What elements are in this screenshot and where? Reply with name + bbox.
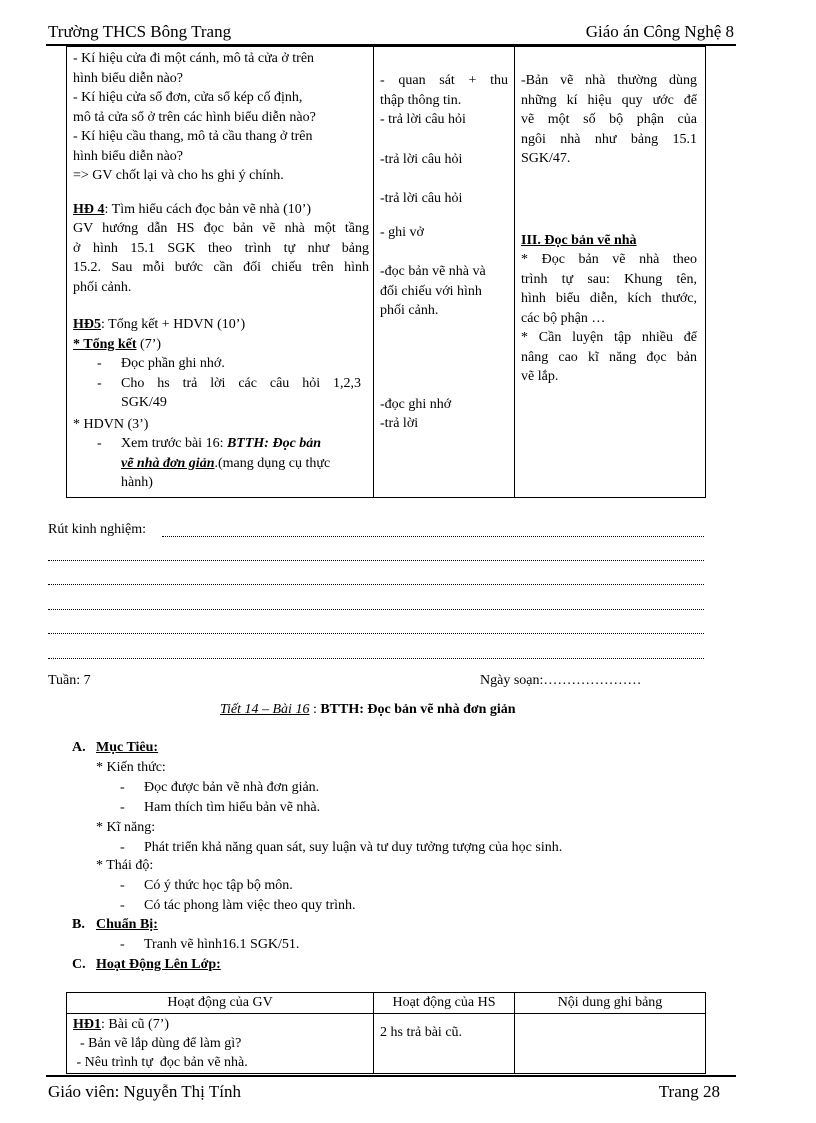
hdvn-item-cont: vẽ nhà đơn giản.(mang dụng cụ thực [121,455,331,471]
teacher-activity-column [67,47,374,497]
board-line: vẽ lắp. [521,369,559,384]
kinang-item: - Phát triển khả năng quan sát, suy luận và tư duy tưởng tượng của học sinh. [120,840,563,855]
student-line: -đọc ghi nhớ [380,396,452,412]
kienthuc-item: - Ham thích tìm hiểu bản vẽ nhà. [120,800,321,815]
board-line: * Đọc bản vẽ nhà theo [521,252,697,267]
kienthuc-label: * Kiến thức: [96,760,166,775]
board-line: * Cần luyện tập nhiều để [521,330,697,345]
footer-rule [46,1075,736,1077]
week-label: Tuần: 7 [48,673,91,688]
board-line: những kí hiệu quy ước để [521,92,697,108]
section-c-heading: C. Hoạt Động Lên Lớp: [72,957,221,972]
rut-kinh-nghiem-label: Rút kinh nghiệm: [48,522,146,537]
question-line: hình biểu diễn nào? [73,70,184,86]
hd4-line: 15.2. Sau mỗi bước cần đối chiếu trên hình [73,260,369,275]
lesson-title: Tiết 14 – Bài 16 : BTTH: Đọc bản vẽ nhà đơn giản [220,702,516,717]
hdvn-item: - Xem trước bài 16: BTTH: Đọc bản [97,436,322,451]
footer-page: Trang 28 [658,1082,720,1101]
student-line: -đọc bản vẽ nhà và [380,264,486,279]
hd5-title: : Tổng kết + HDVN (10’) [101,317,246,332]
question-line: mô tả cửa sổ ở trên các hình biểu diễn nào? [73,109,316,125]
student-line: - trả lời câu hỏi [380,112,466,127]
board-line: ngôi nhà như bảng 15.1 [521,131,697,147]
header-board: Nội dung ghi bảng [557,995,663,1010]
header-subject: Giáo án Công Nghệ 8 [585,22,734,41]
conclusion-line: => GV chốt lại và cho hs ghi ý chính. [73,168,284,183]
thaido-item: - Có ý thức học tập bộ môn. [120,878,293,893]
hd5-heading [73,315,369,335]
board-content-column [515,993,705,1073]
section-b-heading: B. Chuẩn Bị: [72,917,158,932]
prep-date-label: Ngày soạn:………………… [480,673,642,688]
hd4-heading [73,200,369,220]
hd4-line: GV hướng dẫn HS đọc bản vẽ nhà một tầng [73,221,369,236]
student-line: phối cảnh. [380,303,439,318]
tongket-label: * Tổng kết [73,336,137,352]
hd5-label: HĐ5 [73,317,101,332]
header-student: Hoạt động của HS [392,995,496,1010]
note-line [48,633,704,634]
tongket-heading: * Tổng kết (7’) [73,336,162,352]
student-line: - ghi vở [380,224,424,240]
board-line: trình tự sau: Khung tên, [521,271,697,287]
note-line [162,536,704,537]
note-line [48,560,704,561]
hd1-heading: HĐ1: Bài cũ (7’) [73,1017,170,1032]
question-line: - Kí hiệu cửa đi một cánh, mô tả cửa ở trên [73,51,315,66]
section-a-heading: A. Mục Tiêu: [72,740,159,755]
footer-teacher: Giáo viên: Nguyễn Thị Tính [48,1082,241,1101]
question-line: - Kí hiệu cầu thang, mô tả cầu thang ở trên [73,129,313,144]
activity-table [66,992,706,1074]
hd4-label: HĐ 4 [73,201,105,217]
board-heading: III. Đọc bản vẽ nhà [521,232,637,248]
hd1-line: - Bản vẽ lắp dùng để làm gì? [73,1036,242,1051]
note-line [48,609,704,610]
hdvn-heading: * HDVN (3’) [73,416,149,432]
student-line: thập thông tin. [380,92,462,108]
header-school: Trường THCS Bông Trang [48,22,232,41]
board-line: SGK/47. [521,151,571,166]
thaido-label: * Thái độ: [96,858,154,873]
tongket-item-cont: SGK/49 [121,395,167,410]
board-line: nâng cao kĩ năng đọc bản [521,349,697,365]
board-line: hình biểu diễn, kích thước, [521,291,697,306]
thaido-item: - Có tác phong làm việc theo quy trình. [120,898,356,913]
student-activity-column [374,47,515,497]
note-line [48,584,704,585]
board-line: các bộ phận … [521,310,606,326]
tongket-item: - Cho hs trả lời các câu hỏi 1,2,3 [97,375,361,391]
question-line: - Kí hiệu cửa sổ đơn, cửa sổ kép cố định, [73,90,303,105]
teacher-activity-column [67,993,374,1073]
student-line: - quan sát + thu [380,73,508,88]
student-line: -trả lời câu hỏi [380,191,463,206]
chuanbi-item: - Tranh vẽ hình16.1 SGK/51. [120,937,300,952]
hd4-title: : Tìm hiểu cách đọc bản vẽ nhà (10’) [104,201,312,217]
student-line: -trả lời [380,416,419,431]
tongket-item: - Đọc phần ghi nhớ. [97,356,225,371]
hd4-line: phối cảnh. [73,279,132,295]
kinang-label: * Kĩ năng: [96,820,156,835]
activity-table-continued [66,46,706,498]
board-content-column [515,47,705,497]
board-line: -Bản vẽ nhà thường dùng [521,73,697,88]
student-line: đối chiếu với hình [380,283,482,299]
student-line: 2 hs trả bài cũ. [380,1025,463,1040]
header-teacher: Hoạt động của GV [167,995,273,1010]
hd1-line: - Nêu trình tự đọc bản vẽ nhà. [73,1055,248,1070]
note-line [48,658,704,659]
hd4-line: ở hình 15.1 SGK theo trình tự như bảng [73,240,369,256]
question-line: hình biểu diễn nào? [73,148,184,164]
hdvn-item-cont: hành) [121,475,153,490]
kienthuc-item: - Đọc được bản vẽ nhà đơn giản. [120,780,320,795]
board-line: vẽ một số bộ phận của [521,112,697,127]
student-line: -trả lời câu hỏi [380,151,463,167]
student-activity-column [374,993,515,1073]
